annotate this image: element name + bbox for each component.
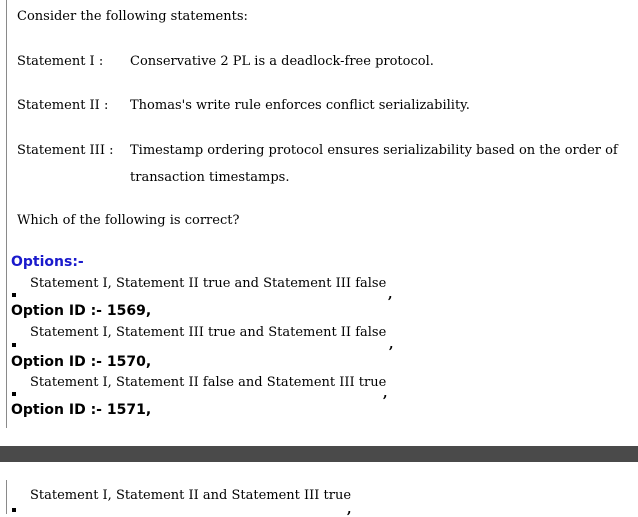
left-border	[6, 0, 7, 428]
option-1-separator: ,	[388, 287, 393, 302]
statement-2-text: Thomas's write rule enforces conflict serializability.	[130, 98, 470, 113]
option-2-text[interactable]: Statement I, Statement III true and Statement II false	[30, 325, 387, 340]
option-3-separator: ,	[383, 386, 388, 401]
statement-1-label: Statement I :	[17, 54, 104, 69]
option-2-id: Option ID :- 1570,	[11, 354, 152, 370]
option-1-id: Option ID :- 1569,	[11, 303, 152, 319]
statement-3-text: Timestamp ordering protocol ensures serializability based on the order of	[130, 143, 618, 158]
option-4-text[interactable]: Statement I, Statement II and Statement III true	[30, 488, 352, 503]
left-border	[6, 480, 7, 514]
question-prompt: Which of the following is correct?	[17, 213, 240, 228]
option-3-text[interactable]: Statement I, Statement II false and Statement III true	[30, 375, 387, 390]
option-1-text[interactable]: Statement I, Statement II true and Statement III false	[30, 276, 387, 291]
options-heading: Options:-	[11, 254, 84, 270]
option-2-separator: ,	[389, 337, 394, 352]
bullet-icon	[12, 508, 16, 512]
statement-2-label: Statement II :	[17, 98, 109, 113]
question-intro: Consider the following statements:	[17, 9, 248, 24]
bullet-icon	[12, 293, 16, 297]
statement-3-label: Statement III :	[17, 143, 114, 158]
statement-3-text-continued: transaction timestamps.	[130, 170, 290, 185]
section-divider	[0, 446, 638, 462]
option-3-id: Option ID :- 1571,	[11, 402, 152, 418]
statement-1-text: Conservative 2 PL is a deadlock-free protocol.	[130, 54, 434, 69]
option-4-separator: ,	[347, 502, 352, 517]
bullet-icon	[12, 343, 16, 347]
bullet-icon	[12, 392, 16, 396]
